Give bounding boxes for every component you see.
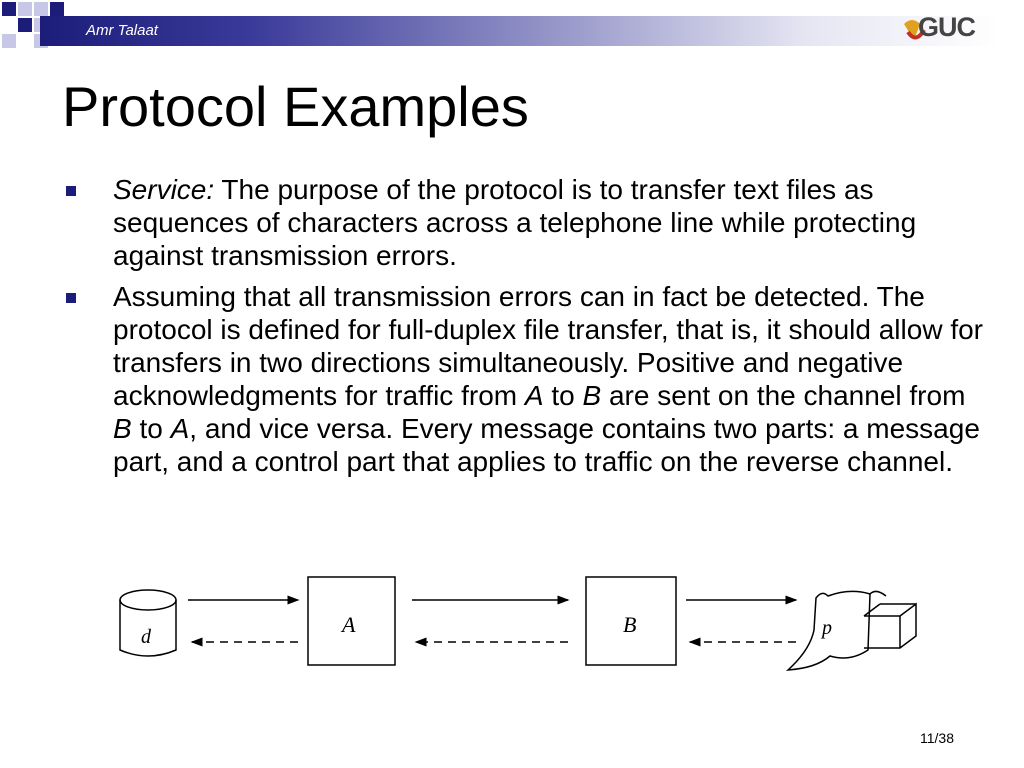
printer-label: p xyxy=(822,617,832,639)
author-name: Amr Talaat xyxy=(86,22,158,39)
page-number: 11/38 xyxy=(920,730,954,746)
header-band xyxy=(40,16,1000,46)
process-b-node xyxy=(586,577,676,665)
italic-term: B xyxy=(113,413,132,444)
logo-text: GUC xyxy=(918,12,975,42)
bullet-1-body: The purpose of the protocol is to transfer text files as sequences of characters across a telephone line while protecting against transmission errors. xyxy=(113,174,917,271)
bullet-marker xyxy=(66,186,76,196)
process-a-node xyxy=(308,577,395,665)
disk-label: d xyxy=(141,626,151,648)
process-a-label: A xyxy=(342,612,356,637)
protocol-diagram xyxy=(110,570,930,680)
bullet-marker xyxy=(66,293,76,303)
printer-node xyxy=(788,591,916,670)
italic-term: A xyxy=(524,380,544,411)
bullet-2-text xyxy=(113,280,983,478)
italic-term: A xyxy=(170,413,190,444)
slide-title: Protocol Examples xyxy=(62,75,529,138)
italic-term: B xyxy=(582,380,602,411)
bullet-1-text xyxy=(113,173,983,272)
text-segment: Assuming that all transmission errors can in fact be detected. The protocol is defined for full-duplex file transfer, that is, it should allow for transfers in two directions simultaneously. Positive and negative acknowledgments for traffic from xyxy=(113,281,983,411)
text-segment: to xyxy=(131,413,171,444)
text-segment: , and vice versa. Every message contains two parts: a message part, and a control part that applies to traffic on the reverse channel. xyxy=(113,413,980,477)
bullet-1-lead: Service: xyxy=(113,174,215,205)
text-segment: are sent on the channel from xyxy=(601,380,966,411)
text-segment: to xyxy=(543,380,583,411)
disk-node xyxy=(120,590,176,656)
process-b-label: B xyxy=(623,612,637,637)
